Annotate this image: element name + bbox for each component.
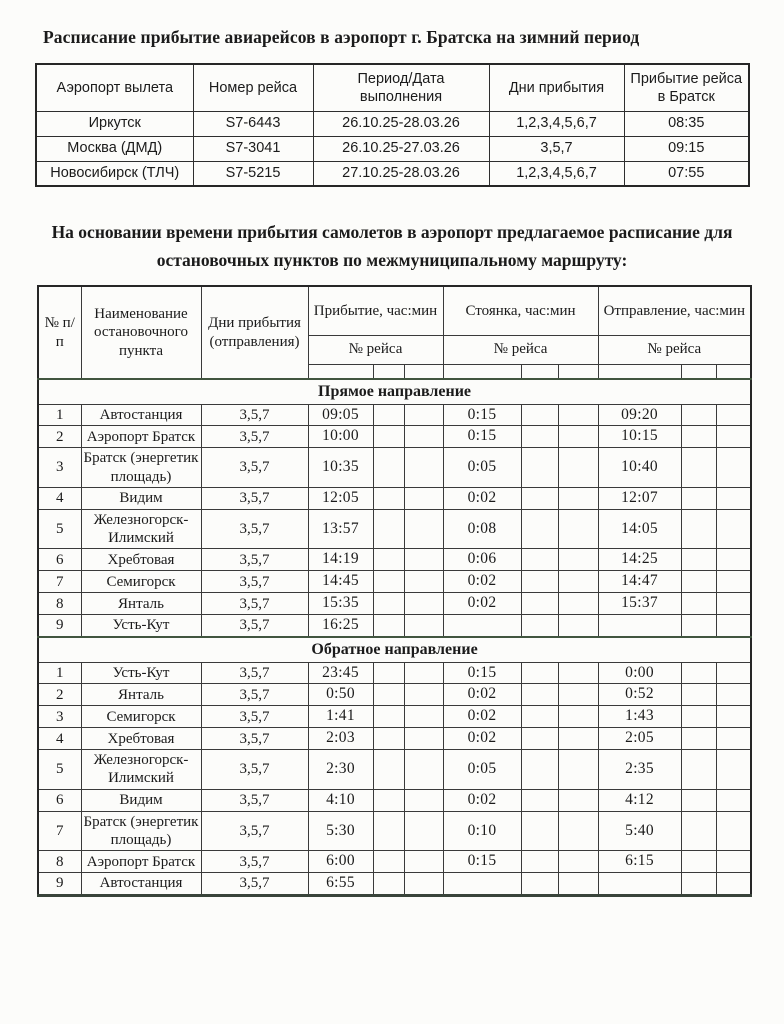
stopover-flight-no-cell [558, 789, 598, 811]
arrival-flight-no-cell [404, 811, 443, 851]
arrival-flight-no-cell [373, 684, 404, 706]
stop-name: Усть-Кут [81, 662, 201, 684]
stopover-flight-no-cell [521, 662, 558, 684]
departure-time [598, 873, 681, 896]
departure-time: 10:40 [598, 448, 681, 488]
departure-flight-no-cell [716, 706, 751, 728]
flight-number: S7-5215 [193, 161, 313, 186]
direction-section-title: Прямое направление [38, 379, 751, 404]
flight-period: 27.10.25-28.03.26 [313, 161, 489, 186]
schedule-row [38, 811, 751, 851]
row-number: 2 [38, 684, 81, 706]
arrival-flight-no-cell [373, 750, 404, 790]
departure-flight-no-cell [716, 404, 751, 426]
flights-header-row [36, 64, 749, 111]
stopover-time: 0:15 [443, 426, 521, 448]
stopover-flight-no-cell [558, 684, 598, 706]
schedule-row [38, 549, 751, 571]
departure-time: 14:25 [598, 549, 681, 571]
stopover-flight-no-cell [521, 615, 558, 637]
subheader-departure-flight-no: № рейса [598, 335, 751, 364]
departure-flight-no-cell [716, 487, 751, 509]
departure-flight-no-cell [716, 728, 751, 750]
stopover-time: 0:15 [443, 404, 521, 426]
departure-time: 10:15 [598, 426, 681, 448]
stopover-flight-no-cell [558, 615, 598, 637]
arrival-time: 12:05 [308, 487, 373, 509]
stopover-time: 0:10 [443, 811, 521, 851]
stopover-flight-no-cell [521, 851, 558, 873]
schedule-row [38, 662, 751, 684]
departure-flight-no-cell [681, 851, 716, 873]
row-number: 5 [38, 750, 81, 790]
stop-days: 3,5,7 [201, 789, 308, 811]
arrival-time: 6:00 [308, 851, 373, 873]
stopover-flight-no-cell [558, 750, 598, 790]
stop-name: Видим [81, 789, 201, 811]
flight-period: 26.10.25-27.03.26 [313, 136, 489, 161]
departure-flight-no-cell [681, 750, 716, 790]
row-number: 9 [38, 873, 81, 896]
arrival-flight-no-cell [404, 509, 443, 549]
stopover-time [443, 873, 521, 896]
arrival-flight-no-cell [373, 571, 404, 593]
stopover-flight-no-cell [521, 487, 558, 509]
departure-flight-no-cell [716, 615, 751, 637]
col-header-row-number: № п/п [38, 286, 81, 379]
stop-name: Железногорск-Илимский [81, 509, 201, 549]
stop-days: 3,5,7 [201, 873, 308, 896]
departure-time [598, 615, 681, 637]
departure-time: 14:47 [598, 571, 681, 593]
stopover-flight-no-cell [521, 509, 558, 549]
stopover-flight-no-cell [558, 811, 598, 851]
stop-name: Хребтовая [81, 549, 201, 571]
departure-time: 2:05 [598, 728, 681, 750]
departure-flight-no-cell [716, 593, 751, 615]
stopover-time: 0:02 [443, 789, 521, 811]
col-header-departure-airport: Аэропорт вылета [36, 64, 193, 111]
stopover-flight-no-cell [521, 706, 558, 728]
stopover-time: 0:02 [443, 728, 521, 750]
stopover-flight-no-cell [558, 571, 598, 593]
departure-flight-no-cell [681, 549, 716, 571]
stop-name: Хребтовая [81, 728, 201, 750]
departure-flight-no-cell [716, 873, 751, 896]
departure-time: 12:07 [598, 487, 681, 509]
stopover-time: 0:05 [443, 750, 521, 790]
departure-flight-no-cell [716, 750, 751, 790]
arrival-flight-no-cell [404, 789, 443, 811]
arrival-flight-no-cell [404, 426, 443, 448]
arrival-flight-no-cell [373, 728, 404, 750]
row-number: 8 [38, 593, 81, 615]
stopover-flight-no-cell [521, 549, 558, 571]
arrival-flight-no-cell [373, 615, 404, 637]
stopover-flight-no-cell [558, 487, 598, 509]
flight-airport: Москва (ДМД) [36, 136, 193, 161]
row-number: 6 [38, 789, 81, 811]
schedule-table-body [38, 379, 751, 896]
stub-cell [598, 364, 681, 379]
schedule-row [38, 789, 751, 811]
row-number: 6 [38, 549, 81, 571]
flight-row [36, 136, 749, 161]
arrival-time: 10:00 [308, 426, 373, 448]
flight-airport: Иркутск [36, 111, 193, 136]
departure-time: 09:20 [598, 404, 681, 426]
stop-days: 3,5,7 [201, 662, 308, 684]
arrival-flight-no-cell [373, 487, 404, 509]
flight-period: 26.10.25-28.03.26 [313, 111, 489, 136]
stub-cell [558, 364, 598, 379]
row-number: 3 [38, 448, 81, 488]
row-number: 2 [38, 426, 81, 448]
stop-name: Аэропорт Братск [81, 851, 201, 873]
stopover-time: 0:02 [443, 487, 521, 509]
stop-name: Видим [81, 487, 201, 509]
stop-name: Аэропорт Братск [81, 426, 201, 448]
arrival-flight-no-cell [373, 873, 404, 896]
arrival-time: 14:19 [308, 549, 373, 571]
row-number: 7 [38, 811, 81, 851]
row-number: 5 [38, 509, 81, 549]
arrival-time: 2:30 [308, 750, 373, 790]
stopover-time: 0:02 [443, 593, 521, 615]
arrival-flight-no-cell [404, 593, 443, 615]
departure-flight-no-cell [716, 571, 751, 593]
arrival-flight-no-cell [373, 706, 404, 728]
col-group-departure: Отправление, час:мин [598, 286, 751, 335]
arrival-time: 13:57 [308, 509, 373, 549]
departure-flight-no-cell [681, 509, 716, 549]
arrival-flight-no-cell [373, 789, 404, 811]
stopover-flight-no-cell [521, 593, 558, 615]
stopover-time: 0:15 [443, 662, 521, 684]
schedule-row [38, 571, 751, 593]
row-number: 1 [38, 404, 81, 426]
schedule-row [38, 851, 751, 873]
stopover-flight-no-cell [558, 549, 598, 571]
direction-section-title: Обратное направление [38, 637, 751, 662]
arrival-flight-no-cell [404, 571, 443, 593]
schedule-row [38, 487, 751, 509]
arrival-flight-no-cell [373, 404, 404, 426]
stopover-flight-no-cell [558, 851, 598, 873]
stopover-flight-no-cell [521, 426, 558, 448]
arrival-flight-no-cell [373, 448, 404, 488]
stop-days: 3,5,7 [201, 509, 308, 549]
flight-airport: Новосибирск (ТЛЧ) [36, 161, 193, 186]
stop-name: Семигорск [81, 571, 201, 593]
departure-time: 6:15 [598, 851, 681, 873]
subheader-arrival-flight-no: № рейса [308, 335, 443, 364]
stop-name: Усть-Кут [81, 615, 201, 637]
departure-flight-no-cell [716, 789, 751, 811]
direction-section-row [38, 379, 751, 404]
stop-days: 3,5,7 [201, 750, 308, 790]
flights-table [35, 63, 750, 187]
schedule-row [38, 728, 751, 750]
arrival-flight-no-cell [404, 549, 443, 571]
schedule-row [38, 404, 751, 426]
stopover-flight-no-cell [521, 811, 558, 851]
page-title: Расписание прибытие авиарейсов в аэропорт г. Братска на зимний период [43, 27, 640, 47]
col-header-stop-name: Наименование остановочного пункта [81, 286, 201, 379]
arrival-time: 5:30 [308, 811, 373, 851]
stopover-flight-no-cell [521, 571, 558, 593]
col-header-arrival-time: Прибытие рейса в Братск [624, 64, 749, 111]
flight-days: 1,2,3,4,5,6,7 [489, 111, 624, 136]
stop-days: 3,5,7 [201, 426, 308, 448]
direction-section-row [38, 637, 751, 662]
arrival-time: 10:35 [308, 448, 373, 488]
arrival-time: 1:41 [308, 706, 373, 728]
intro-text: На основании времени прибытия самолетов в аэропорт предлагаемое расписание для остановочных пунктов по межмуниципальному маршруту: [51, 222, 733, 270]
stopover-time: 0:06 [443, 549, 521, 571]
arrival-time: 23:45 [308, 662, 373, 684]
stopover-flight-no-cell [521, 448, 558, 488]
departure-flight-no-cell [716, 448, 751, 488]
schedule-row [38, 426, 751, 448]
arrival-flight-no-cell [373, 851, 404, 873]
schedule-header-row-groups [38, 286, 751, 335]
stopover-flight-no-cell [521, 750, 558, 790]
schedule-row [38, 593, 751, 615]
arrival-time: 4:10 [308, 789, 373, 811]
stopover-time: 0:08 [443, 509, 521, 549]
departure-time: 0:00 [598, 662, 681, 684]
row-number: 1 [38, 662, 81, 684]
departure-flight-no-cell [681, 662, 716, 684]
arrival-flight-no-cell [373, 593, 404, 615]
departure-flight-no-cell [681, 426, 716, 448]
stop-name: Автостанция [81, 404, 201, 426]
stopover-time [443, 615, 521, 637]
arrival-time: 6:55 [308, 873, 373, 896]
stop-days: 3,5,7 [201, 851, 308, 873]
stop-days: 3,5,7 [201, 593, 308, 615]
row-number: 4 [38, 487, 81, 509]
departure-flight-no-cell [681, 571, 716, 593]
departure-time: 4:12 [598, 789, 681, 811]
flight-row [36, 111, 749, 136]
flights-table-body [36, 111, 749, 186]
col-header-period: Период/Дата выполнения [313, 64, 489, 111]
arrival-flight-no-cell [404, 615, 443, 637]
arrival-flight-no-cell [404, 404, 443, 426]
stop-name: Семигорск [81, 706, 201, 728]
arrival-flight-no-cell [404, 487, 443, 509]
stop-name: Братск (энергетик площадь) [81, 811, 201, 851]
stopover-flight-no-cell [558, 706, 598, 728]
departure-flight-no-cell [681, 615, 716, 637]
row-number: 8 [38, 851, 81, 873]
schedule-table-header [38, 286, 751, 379]
stopover-time: 0:15 [443, 851, 521, 873]
stopover-flight-no-cell [521, 873, 558, 896]
schedule-row [38, 615, 751, 637]
subheader-stopover-flight-no: № рейса [443, 335, 598, 364]
stop-days: 3,5,7 [201, 811, 308, 851]
departure-flight-no-cell [716, 509, 751, 549]
stop-days: 3,5,7 [201, 448, 308, 488]
departure-flight-no-cell [681, 448, 716, 488]
stub-cell [521, 364, 558, 379]
stop-days: 3,5,7 [201, 728, 308, 750]
stub-cell [681, 364, 716, 379]
flight-days: 1,2,3,4,5,6,7 [489, 161, 624, 186]
arrival-time: 09:05 [308, 404, 373, 426]
stop-name: Автостанция [81, 873, 201, 896]
arrival-flight-no-cell [373, 549, 404, 571]
stop-days: 3,5,7 [201, 706, 308, 728]
arrival-flight-no-cell [404, 851, 443, 873]
arrival-flight-no-cell [404, 448, 443, 488]
departure-flight-no-cell [681, 593, 716, 615]
schedule-row [38, 509, 751, 549]
stop-name: Братск (энергетик площадь) [81, 448, 201, 488]
departure-flight-no-cell [716, 811, 751, 851]
departure-flight-no-cell [716, 426, 751, 448]
arrival-flight-no-cell [373, 509, 404, 549]
stopover-time: 0:02 [443, 684, 521, 706]
arrival-flight-no-cell [404, 728, 443, 750]
stub-cell [373, 364, 404, 379]
stub-cell [443, 364, 521, 379]
stopover-flight-no-cell [558, 662, 598, 684]
stopover-flight-no-cell [558, 593, 598, 615]
arrival-flight-no-cell [404, 873, 443, 896]
row-number: 7 [38, 571, 81, 593]
departure-time: 14:05 [598, 509, 681, 549]
arrival-time: 0:50 [308, 684, 373, 706]
schedule-table [37, 285, 752, 897]
stop-name: Железногорск-Илимский [81, 750, 201, 790]
stopover-flight-no-cell [521, 404, 558, 426]
stub-cell [716, 364, 751, 379]
schedule-row [38, 448, 751, 488]
departure-time: 1:43 [598, 706, 681, 728]
arrival-time: 2:03 [308, 728, 373, 750]
stopover-flight-no-cell [521, 684, 558, 706]
departure-flight-no-cell [681, 728, 716, 750]
departure-time: 2:35 [598, 750, 681, 790]
departure-flight-no-cell [716, 662, 751, 684]
schedule-row [38, 706, 751, 728]
departure-flight-no-cell [681, 487, 716, 509]
departure-time: 5:40 [598, 811, 681, 851]
flights-table-header [36, 64, 749, 111]
departure-time: 15:37 [598, 593, 681, 615]
stopover-flight-no-cell [558, 728, 598, 750]
arrival-flight-no-cell [404, 750, 443, 790]
stub-cell [308, 364, 373, 379]
flight-arrival-time: 08:35 [624, 111, 749, 136]
arrival-time: 14:45 [308, 571, 373, 593]
stopover-flight-no-cell [558, 448, 598, 488]
departure-flight-no-cell [716, 851, 751, 873]
schedule-row [38, 684, 751, 706]
stopover-time: 0:02 [443, 571, 521, 593]
row-number: 9 [38, 615, 81, 637]
flight-row [36, 161, 749, 186]
departure-flight-no-cell [716, 684, 751, 706]
arrival-flight-no-cell [373, 662, 404, 684]
arrival-flight-no-cell [404, 706, 443, 728]
stopover-time: 0:05 [443, 448, 521, 488]
stopover-flight-no-cell [558, 509, 598, 549]
arrival-flight-no-cell [373, 811, 404, 851]
departure-flight-no-cell [681, 404, 716, 426]
stopover-flight-no-cell [521, 789, 558, 811]
stub-cell [404, 364, 443, 379]
arrival-flight-no-cell [373, 426, 404, 448]
arrival-time: 16:25 [308, 615, 373, 637]
stop-days: 3,5,7 [201, 487, 308, 509]
flight-number: S7-3041 [193, 136, 313, 161]
stop-name: Янталь [81, 684, 201, 706]
col-header-flight-number: Номер рейса [193, 64, 313, 111]
row-number: 4 [38, 728, 81, 750]
stopover-flight-no-cell [558, 873, 598, 896]
departure-flight-no-cell [681, 789, 716, 811]
stopover-time: 0:02 [443, 706, 521, 728]
stopover-flight-no-cell [521, 728, 558, 750]
flight-arrival-time: 07:55 [624, 161, 749, 186]
arrival-flight-no-cell [404, 684, 443, 706]
stopover-flight-no-cell [558, 426, 598, 448]
schedule-row [38, 750, 751, 790]
stop-days: 3,5,7 [201, 404, 308, 426]
schedule-row [38, 873, 751, 896]
row-number: 3 [38, 706, 81, 728]
col-header-days: Дни прибытия (отправления) [201, 286, 308, 379]
stopover-flight-no-cell [558, 404, 598, 426]
departure-time: 0:52 [598, 684, 681, 706]
stop-days: 3,5,7 [201, 615, 308, 637]
flight-number: S7-6443 [193, 111, 313, 136]
flight-days: 3,5,7 [489, 136, 624, 161]
col-group-stopover: Стоянка, час:мин [443, 286, 598, 335]
col-header-arrival-days: Дни прибытия [489, 64, 624, 111]
col-group-arrival: Прибытие, час:мин [308, 286, 443, 335]
departure-flight-no-cell [681, 873, 716, 896]
stop-days: 3,5,7 [201, 549, 308, 571]
stop-days: 3,5,7 [201, 571, 308, 593]
flight-arrival-time: 09:15 [624, 136, 749, 161]
departure-flight-no-cell [681, 684, 716, 706]
stop-days: 3,5,7 [201, 684, 308, 706]
arrival-time: 15:35 [308, 593, 373, 615]
arrival-flight-no-cell [404, 662, 443, 684]
stop-name: Янталь [81, 593, 201, 615]
departure-flight-no-cell [681, 811, 716, 851]
departure-flight-no-cell [716, 549, 751, 571]
departure-flight-no-cell [681, 706, 716, 728]
